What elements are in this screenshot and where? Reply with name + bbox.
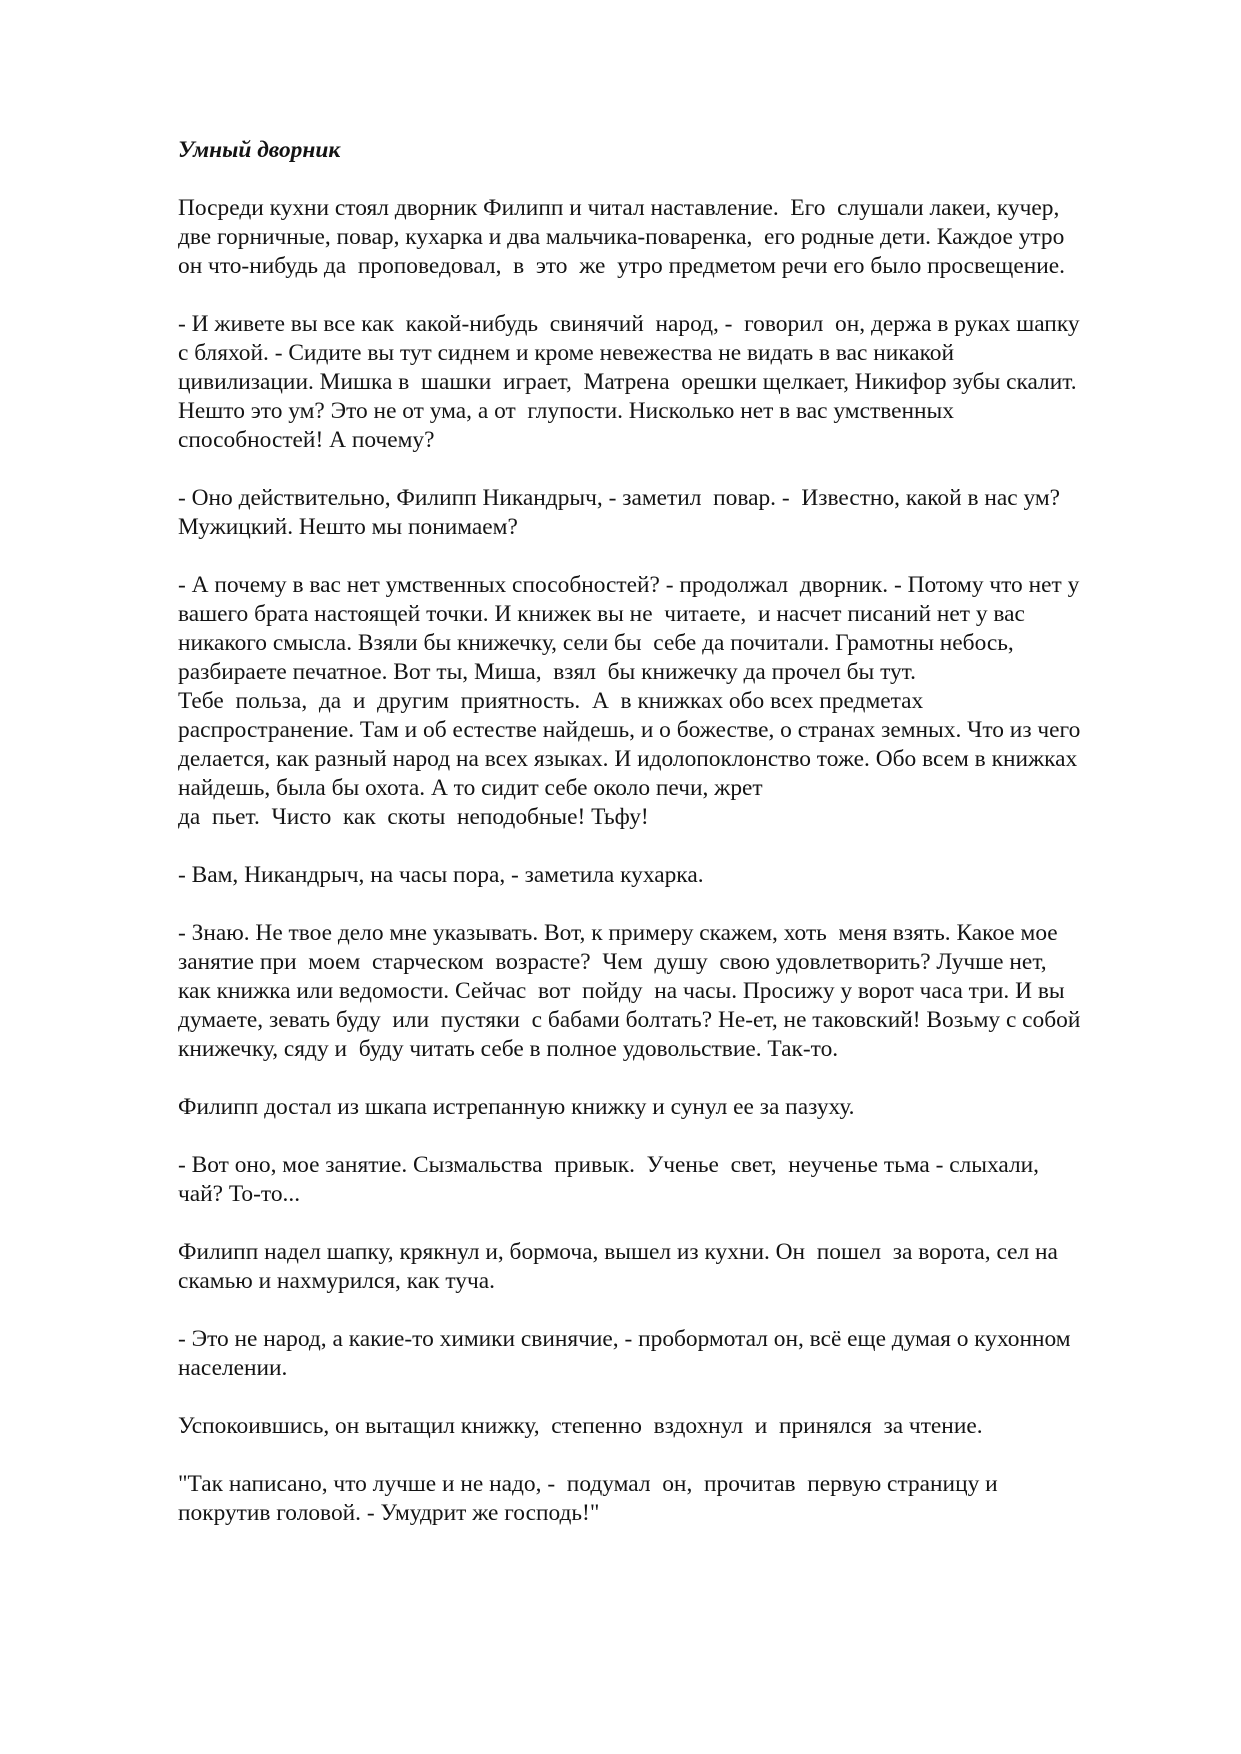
text-line: думаете, зевать буду или пустяки с бабами болтать? Не-ет, не таковский! Возьму с собой [178, 1007, 1081, 1033]
text-line: населении. [178, 1355, 288, 1381]
text-line: найдешь, была бы охота. А то сидит себе около печи, жрет [178, 775, 763, 801]
text-line: Успокоившись, он вытащил книжку, степенно вздохнул и принялся за чтение. [178, 1413, 983, 1439]
paragraph [178, 310, 1178, 455]
text-line: - Вам, Никандрыч, на часы пора, - заметила кухарка. [178, 862, 704, 888]
text-line: Филипп достал из шкапа истрепанную книжку и сунул ее за пазуху. [178, 1094, 855, 1120]
text-line: никакого смысла. Взяли бы книжечку, сели бы себе да почитали. Грамотны небось, [178, 630, 1014, 656]
text-line: скамью и нахмурился, как туча. [178, 1268, 495, 1294]
text-line: распространение. Там и об естестве найдешь, и о божестве, о странах земных. Что из чего [178, 717, 1081, 743]
text-line: - Оно действительно, Филипп Никандрыч, - заметил повар. - Известно, какой в нас ум? [178, 485, 1061, 511]
text-line: цивилизации. Мишка в шашки играет, Матрена орешки щелкает, Никифор зубы скалит. [178, 369, 1077, 395]
document-body [178, 136, 1178, 1557]
paragraph [178, 571, 1178, 832]
document-title: Умный дворник [178, 137, 341, 163]
text-line: да пьет. Чисто как скоты неподобные! Тьфу! [178, 804, 649, 830]
text-line: занятие при моем старческом возрасте? Чем душу свою удовлетворить? Лучше нет, [178, 949, 1047, 975]
text-line: - А почему в вас нет умственных способностей? - продолжал дворник. - Потому что нет у [178, 572, 1080, 598]
text-line: покрутив головой. - Умудрит же господь!" [178, 1500, 600, 1526]
text-line: - Это не народ, а какие-то химики свинячие, - пробормотал он, всё еще думая о кухонном [178, 1326, 1071, 1352]
paragraph [178, 1412, 1178, 1441]
text-line: он что-нибудь да проповедовал, в это же утро предметом речи его было просвещение. [178, 253, 1065, 279]
paragraph [178, 861, 1178, 890]
text-line: две горничные, повар, кухарка и два мальчика-поваренка, его родные дети. Каждое утро [178, 224, 1065, 250]
text-line: чай? То-то... [178, 1181, 301, 1207]
text-line: Нешто это ум? Это не от ума, а от глупости. Нисколько нет в вас умственных [178, 398, 954, 424]
text-line: как книжка или ведомости. Сейчас вот пойду на часы. Просижу у ворот часа три. И вы [178, 978, 1065, 1004]
paragraph [178, 919, 1178, 1064]
text-line: книжечку, сяду и буду читать себе в полное удовольствие. Так-то. [178, 1036, 839, 1062]
text-line: Тебе польза, да и другим приятность. А в книжках обо всех предметах [178, 688, 924, 714]
text-line: - И живете вы все как какой-нибудь свинячий народ, - говорил он, держа в руках шапку [178, 311, 1080, 337]
text-line: Мужицкий. Нешто мы понимаем? [178, 514, 518, 540]
text-line: Посреди кухни стоял дворник Филипп и читал наставление. Его слушали лакеи, кучер, [178, 195, 1060, 221]
text-line: вашего брата настоящей точки. И книжек вы не читаете, и насчет писаний нет у вас [178, 601, 1025, 627]
text-line: Филипп надел шапку, крякнул и, бормоча, вышел из кухни. Он пошел за ворота, сел на [178, 1239, 1058, 1265]
text-line: делается, как разный народ на всех языках. И идолопоклонство тоже. Обо всем в книжках [178, 746, 1078, 772]
text-line: с бляхой. - Сидите вы тут сиднем и кроме невежества не видать в вас никакой [178, 340, 955, 366]
paragraph [178, 484, 1178, 542]
paragraph [178, 1325, 1178, 1383]
paragraph [178, 1238, 1178, 1296]
paragraph [178, 1093, 1178, 1122]
text-line: - Вот оно, мое занятие. Сызмальства привык. Ученье свет, неученье тьма - слыхали, [178, 1152, 1040, 1178]
paragraph-list [178, 194, 1178, 1528]
paragraph [178, 1151, 1178, 1209]
text-line: - Знаю. Не твое дело мне указывать. Вот, к примеру скажем, хоть меня взять. Какое мое [178, 920, 1058, 946]
text-line: способностей! А почему? [178, 427, 435, 453]
paragraph [178, 1470, 1178, 1528]
paragraph [178, 194, 1178, 281]
text-line: "Так написано, что лучше и не надо, - подумал он, прочитав первую страницу и [178, 1471, 998, 1497]
text-line: разбираете печатное. Вот ты, Миша, взял бы книжечку да прочел бы тут. [178, 659, 916, 685]
